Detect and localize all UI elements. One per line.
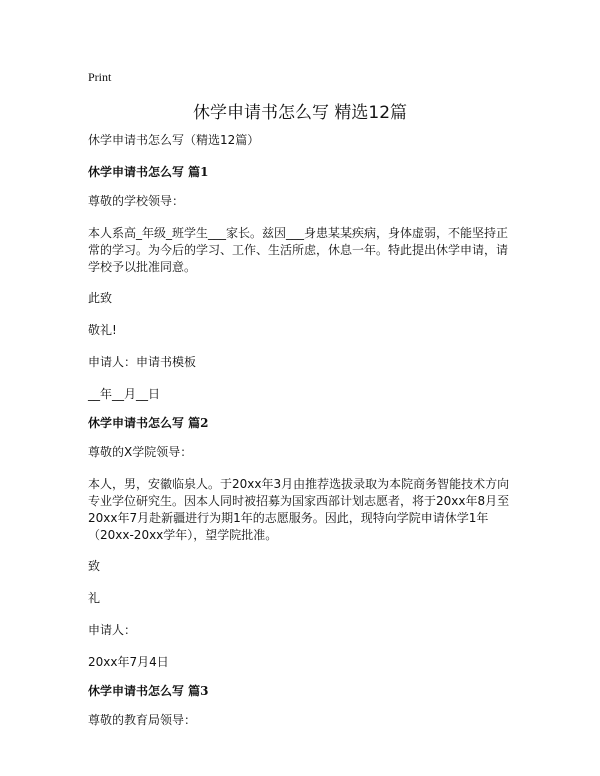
intro-line: 休学申请书怎么写（精选12篇） xyxy=(88,133,260,147)
section-1-closing-1: 此致 xyxy=(88,291,113,305)
document-body xyxy=(88,132,518,744)
section-2-date: 20xx年7月4日 xyxy=(88,655,169,669)
section-1-signature: 申请人：申请书模板 xyxy=(88,355,197,369)
section-2-salutation: 尊敬的X学院领导： xyxy=(88,445,193,459)
section-2-closing-2: 礼 xyxy=(88,591,101,605)
print-label: Print xyxy=(88,70,112,84)
section-1-body: 本人系高_年级_班学生___家长。兹因___身患某某疾病，身体虚弱，不能坚持正常的学习。为今后的学习、工作、生活所虑，休息一年。特此提出休学申请，请学校予以批准同意。 xyxy=(88,226,509,274)
document-title: 休学申请书怎么写 精选12篇 xyxy=(192,103,408,123)
section-2-heading: 休学申请书怎么写 篇2 xyxy=(88,416,209,430)
section-2-closing-1: 致 xyxy=(88,559,101,573)
section-1-closing-2: 敬礼! xyxy=(88,323,117,337)
section-3-heading: 休学申请书怎么写 篇3 xyxy=(88,684,209,698)
section-2-signature: 申请人： xyxy=(88,623,137,637)
section-3-salutation: 尊敬的教育局领导： xyxy=(88,713,197,727)
section-1-date: __年__月__日 xyxy=(88,387,161,401)
section-1-heading: 休学申请书怎么写 篇1 xyxy=(88,165,209,179)
section-1-salutation: 尊敬的学校领导： xyxy=(88,194,185,208)
section-2-body: 本人，男，安徽临泉人。于20xx年3月由推荐选拔录取为本院商务智能技术方向专业学位研究生。因本人同时被招募为国家西部计划志愿者，将于20xx年8月至20xx年7月赴新疆进行为期1年的志愿服务。因此，现特向学院申请休学1年（20xx-20xx学年），望学院批准。 xyxy=(88,477,510,542)
